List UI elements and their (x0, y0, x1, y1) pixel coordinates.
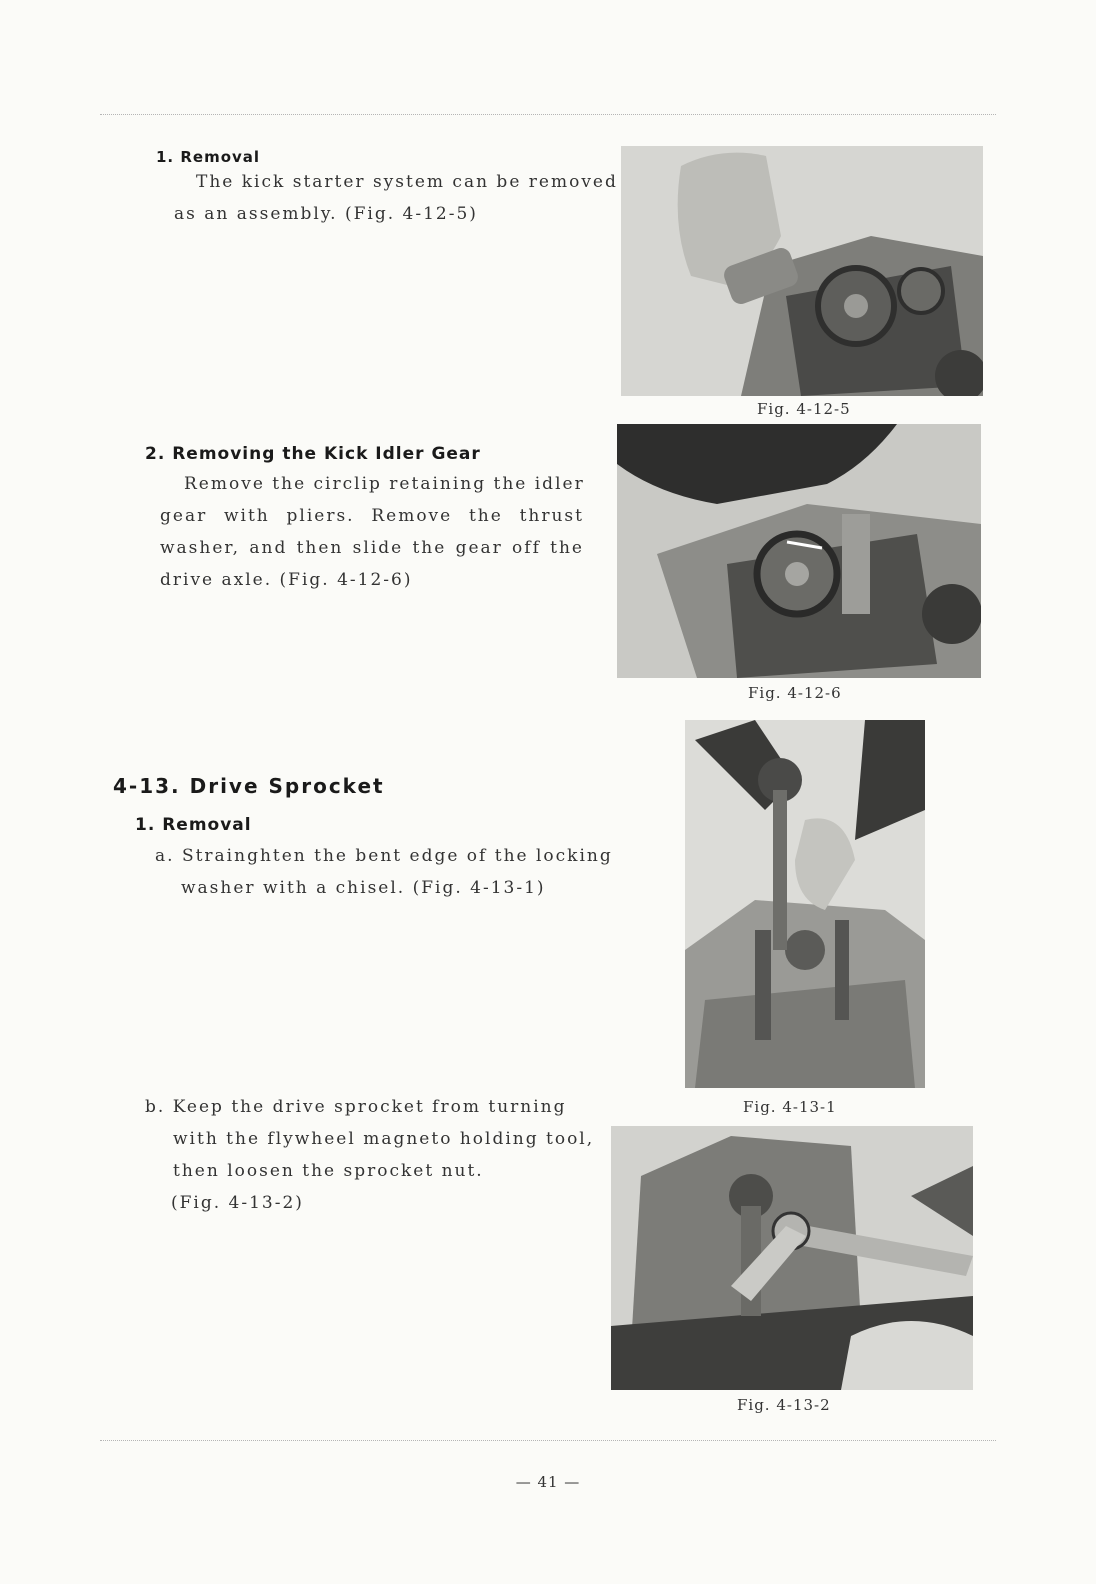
section-1-heading: 1. Removal (156, 148, 261, 166)
chisel-locking-washer-photo (685, 720, 925, 1088)
paragraph-line: gear with pliers. Remove the thrust (160, 506, 584, 526)
page-number: — 41 — (515, 1473, 581, 1491)
bottom-rule (100, 1440, 996, 1441)
figure-caption: Fig. 4-12-5 (757, 400, 851, 418)
paragraph-line: as an assembly. (Fig. 4-12-5) (174, 204, 478, 224)
paragraph-line: (Fig. 4-13-2) (171, 1193, 304, 1213)
step-b-paragraph (145, 1091, 594, 1219)
paragraph-line: then loosen the sprocket nut. (173, 1161, 484, 1181)
paragraph-line: b. Keep the drive sprocket from turning (145, 1097, 567, 1117)
paragraph-line: The kick starter system can be removed (196, 172, 618, 192)
figure-caption: Fig. 4-12-6 (748, 684, 842, 702)
top-rule (100, 114, 996, 115)
paragraph-line: a. Strainghten the bent edge of the locking (155, 846, 613, 866)
section-2-heading: 2. Removing the Kick Idler Gear (145, 444, 481, 464)
paragraph-line: washer, and then slide the gear off the (160, 538, 584, 558)
paragraph-line: drive axle. (Fig. 4-12-6) (160, 570, 413, 590)
figure-caption: Fig. 4-13-2 (737, 1396, 831, 1414)
figure-caption: Fig. 4-13-1 (743, 1098, 837, 1116)
holding-tool-sprocket-photo (611, 1126, 973, 1390)
section-1-paragraph (174, 166, 618, 230)
section-3-heading: 1. Removal (135, 815, 252, 835)
kick-starter-assembly-photo (621, 146, 983, 396)
kick-idler-gear-photo (617, 424, 981, 678)
paragraph-line: Remove the circlip retaining the idler (184, 474, 585, 494)
section-2-paragraph (160, 468, 584, 596)
step-a-paragraph (155, 840, 613, 904)
paragraph-line: washer with a chisel. (Fig. 4-13-1) (181, 878, 546, 898)
paragraph-line: with the flywheel magneto holding tool, (173, 1129, 595, 1149)
chapter-heading: 4-13. Drive Sprocket (113, 774, 385, 798)
